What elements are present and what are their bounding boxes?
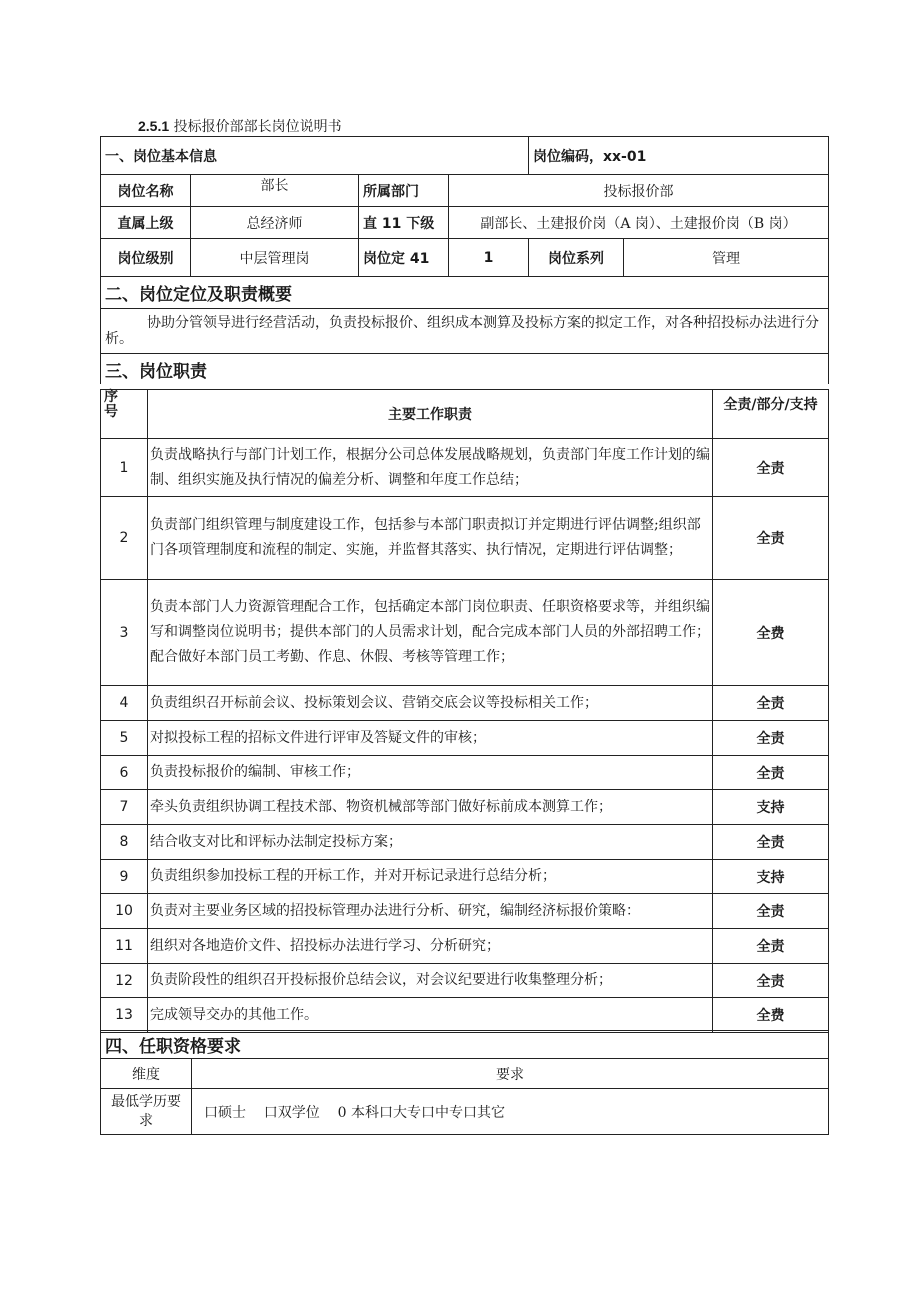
qualification-requirement: 口硕士 口双学位 0 本科口大专口中专口其它: [192, 1089, 829, 1135]
duty-responsibility: 全责: [713, 439, 829, 497]
duty-text: 组织对各地造价文件、招投标办法进行学习、分析研究；: [148, 929, 713, 964]
basic-info-table: [100, 136, 829, 384]
duty-index: 10: [101, 894, 148, 929]
duty-responsibility: 全责: [713, 929, 829, 964]
series-label: 岗位系列: [529, 239, 624, 277]
duty-index: 7: [101, 790, 148, 825]
duty-text: 完成领导交办的其他工作。: [148, 998, 713, 1033]
duty-text: 负责组织召开标前会议、投标策划会议、营销交底会议等投标相关工作；: [148, 686, 713, 721]
duty-responsibility: 全责: [713, 497, 829, 580]
duty-responsibility: 全责: [713, 825, 829, 860]
duty-text: 结合收支对比和评标办法制定投标方案；: [148, 825, 713, 860]
duty-text: 负责阶段性的组织召开投标报价总结会议，对会议纪要进行收集整理分析；: [148, 964, 713, 998]
duty-text: 负责战略执行与部门计划工作，根据分公司总体发展战略规划，负责部门年度工作计划的编制、组织实施及执行情况的偏差分析、调整和年度工作总结；: [148, 439, 713, 497]
position-code: 岗位编码，xx-01: [529, 137, 829, 175]
duty-index: 3: [101, 580, 148, 686]
duty-text: 牵头负责组织协调工程技术部、物资机械部等部门做好标前成本测算工作；: [148, 790, 713, 825]
subordinate-value: 副部长、土建报价岗（A 岗）、土建报价岗（B 岗）: [449, 207, 829, 239]
duty-responsibility: 全费: [713, 998, 829, 1033]
duty-index: 12: [101, 964, 148, 998]
col-dimension-header: 维度: [101, 1059, 192, 1089]
subordinate-label: 直 11 下级: [359, 207, 449, 239]
level-label: 岗位级别: [101, 239, 191, 277]
duty-responsibility: 全责: [713, 686, 829, 721]
duty-index: 1: [101, 439, 148, 497]
col-main-header: 主要工作职责: [148, 390, 713, 439]
col-resp-header: 全责/部分/支持: [713, 390, 829, 439]
document-title: [138, 116, 342, 136]
col-requirement-header: 要求: [192, 1059, 829, 1089]
duty-index: 5: [101, 721, 148, 756]
duty-index: 6: [101, 756, 148, 790]
position-name-label: 岗位名称: [101, 175, 191, 207]
duties-table: [100, 389, 829, 1033]
department-value: 投标报价部: [449, 175, 829, 207]
duty-index: 4: [101, 686, 148, 721]
duty-text: 负责部门组织管理与制度建设工作，包括参与本部门职责拟订并定期进行评估调整;组织部门各项管理制度和流程的制定、实施，并监督其落实、执行情况，定期进行评估调整；: [148, 497, 713, 580]
series-value: 管理: [624, 239, 829, 277]
section-2-heading: 二、岗位定位及职责概要: [101, 277, 829, 309]
duty-responsibility: 全责: [713, 756, 829, 790]
quota-value: 1: [449, 239, 529, 277]
col-index-header: 序号: [101, 390, 148, 439]
level-value: 中层管理岗: [191, 239, 359, 277]
duty-responsibility: 全责: [713, 964, 829, 998]
duty-index: 9: [101, 860, 148, 894]
document-title-text: 投标报价部部长岗位说明书: [173, 119, 342, 135]
position-name-value: 部长: [191, 175, 359, 207]
section-number: 2.5.1: [138, 118, 170, 134]
duty-index: 13: [101, 998, 148, 1033]
quota-label: 岗位定 41: [359, 239, 449, 277]
section-1-heading: 一、岗位基本信息: [101, 137, 529, 175]
department-label: 所属部门: [359, 175, 449, 207]
duty-responsibility: 全责: [713, 721, 829, 756]
qualification-dimension: 最低学历要求: [101, 1089, 192, 1135]
duty-responsibility: 支持: [713, 860, 829, 894]
superior-value: 总经济师: [191, 207, 359, 239]
duty-text: 负责组织参加投标工程的开标工作，并对开标记录进行总结分析；: [148, 860, 713, 894]
duty-text: 负责对主要业务区域的招投标管理办法进行分析、研究，编制经济标报价策略：: [148, 894, 713, 929]
section-4-heading: 四、任职资格要求: [101, 1031, 829, 1059]
duty-index: 8: [101, 825, 148, 860]
duty-index: 11: [101, 929, 148, 964]
superior-label: 直属上级: [101, 207, 191, 239]
duty-responsibility: 全责: [713, 894, 829, 929]
position-summary: 协助分管领导进行经营活动，负责投标报价、组织成本测算及投标方案的拟定工作，对各种招投标办法进行分析。: [101, 309, 829, 354]
duty-responsibility: 支持: [713, 790, 829, 825]
duty-text: 负责投标报价的编制、审核工作；: [148, 756, 713, 790]
qualifications-table: [100, 1030, 829, 1135]
duty-responsibility: 全费: [713, 580, 829, 686]
duty-index: 2: [101, 497, 148, 580]
section-3-heading: 三、岗位职责: [101, 354, 829, 385]
duty-text: 对拟投标工程的招标文件进行评审及答疑文件的审核；: [148, 721, 713, 756]
duty-text: 负责本部门人力资源管理配合工作，包括确定本部门岗位职责、任职资格要求等，并组织编写和调整岗位说明书；提供本部门的人员需求计划，配合完成本部门人员的外部招聘工作；配合做好本部门员工考勤、作息、休假、考核等管理工作；: [148, 580, 713, 686]
